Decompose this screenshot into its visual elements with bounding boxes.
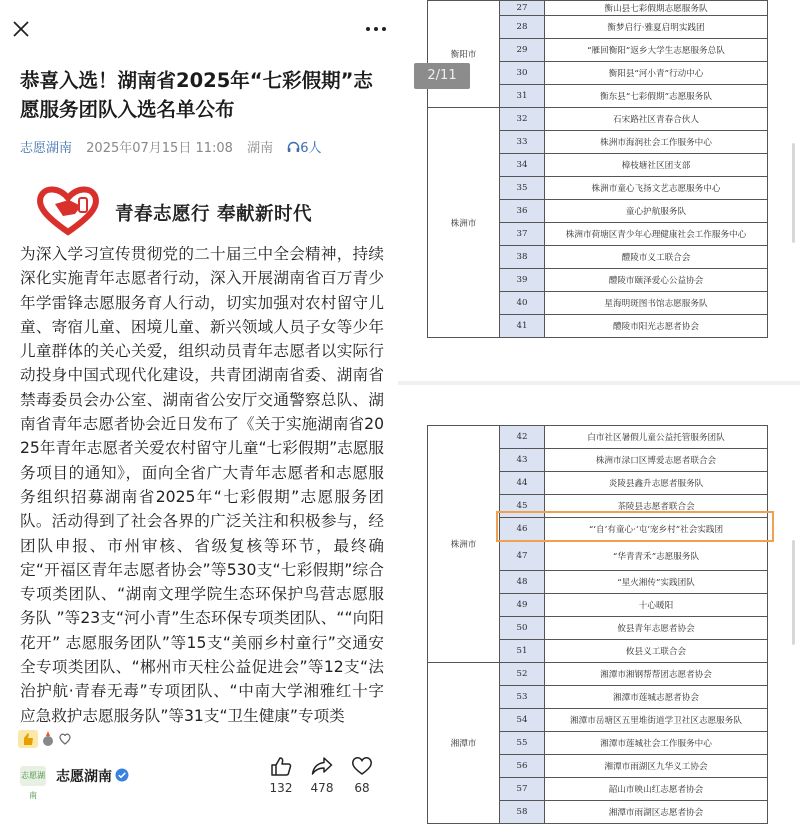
table-row (428, 108, 768, 131)
team-name-cell: 湘潭市雨湖区九华义工协会 (545, 755, 768, 778)
team-name-cell: 炎陵县鑫升志愿者服务队 (545, 472, 768, 495)
city-cell: 株洲市 (428, 108, 500, 338)
team-name-cell: 株洲市童心飞扬文艺志愿服务中心 (545, 177, 768, 200)
article-meta (20, 137, 322, 156)
article-body: 为深入学习宣传贯彻党的二十届三中全会精神，持续深化实施青年志愿者行动，深入开展湖南省百万青少年学雷锋志愿服务育人行动，切实加强对农村留守儿童、寄宿儿童、困境儿童、新兴领域人员子女等少年儿童群体的关心关爱，组织动员青年志愿者以实际行动投身中国式现代化建设，共青团湖南省委、湖南省禁毒委员会办公室、湖南省公安厅交通警察总队、湖南省青年志愿者协会近日发布了《关于实施湖南省2025年青年志愿者关爱农村留守儿童“七彩假期”志愿服务项目的通知》，面向全省广大青年志愿者和志愿服务组织招募湖南省2025年“七彩假期”志愿服务团队。活动得到了社会各界的广泛关注和积极参与，经团队申报、市州审核、省级复核等环节，最终确定“开福区青年志愿者协会”等530支“七彩假期”综合专项类团队、“湖南文理学院生态环保护鸟营志愿服务队 ”等23支“河小青”生态环保专项类团队、““向阳花开” 志愿服务团队”等15支“美丽乡村童行”交通安全专项类团队、“郴州市天柱公益促进会”等12支“法治护航·青春无毒”专项团队、“中南大学湘雅红十字应急救护志愿服务队”等31支“卫生健康”专项类 (20, 245, 384, 725)
table-row (428, 1, 768, 16)
article-banner (35, 186, 365, 238)
city-cell: 株洲市 (428, 426, 500, 663)
number-cell: 51 (500, 640, 545, 663)
team-name-cell: 茶陵县志愿者联合会 (545, 495, 768, 518)
team-name-cell: “星火湘传”实践团队 (545, 571, 768, 594)
team-name-cell: “雁回衡阳”返乡大学生志愿服务总队 (545, 39, 768, 62)
number-cell: 37 (500, 223, 545, 246)
table-row (428, 426, 768, 449)
team-name-cell: 衡东县“七彩假期”志愿服务队 (545, 85, 768, 108)
team-name-cell: 攸县青年志愿者协会 (545, 617, 768, 640)
number-cell: 42 (500, 426, 545, 449)
number-cell: 55 (500, 732, 545, 755)
number-cell: 50 (500, 617, 545, 640)
team-name-cell: 醴陵市阳光志愿者协会 (545, 315, 768, 338)
number-cell: 29 (500, 39, 545, 62)
number-cell: 35 (500, 177, 545, 200)
team-name-cell: 樟枝塘社区团支部 (545, 154, 768, 177)
team-name-cell: 星海明斑图书馆志愿服务队 (545, 292, 768, 315)
page-separator (398, 381, 800, 385)
number-cell: 30 (500, 62, 545, 85)
share-button[interactable] (302, 756, 342, 795)
team-name-cell: 白市社区暑假儿童公益托管服务团队 (545, 426, 768, 449)
favorite-count: 68 (354, 781, 370, 795)
rocket-emoji-icon (40, 730, 56, 748)
roster-table-page-2 (427, 425, 768, 824)
more-icon[interactable] (364, 20, 388, 38)
banner-slogan: 青春志愿行 奉献新时代 (115, 204, 312, 225)
roster-table-page-1 (427, 0, 768, 338)
team-name-cell: 童心护航服务队 (545, 200, 768, 223)
bottom-action-bar (0, 750, 398, 803)
number-cell: 44 (500, 472, 545, 495)
article-pane (0, 0, 398, 803)
team-name-cell: 湘潭市雨湖区志愿者协会 (545, 801, 768, 824)
number-cell: 54 (500, 709, 545, 732)
team-name-cell: 湘潭市岳塘区五里堆街道学卫社区志愿服务队 (545, 709, 768, 732)
team-name-cell: “‘自’有童心·‘屯’宠乡村”社会实践团 (545, 518, 768, 541)
number-cell: 45 (500, 495, 545, 518)
team-name-cell: 湘潭市莲城社会工作服务中心 (545, 732, 768, 755)
number-cell: 40 (500, 292, 545, 315)
account-avatar[interactable]: 志愿湖南 (20, 766, 46, 786)
number-cell: 34 (500, 154, 545, 177)
number-cell: 31 (500, 85, 545, 108)
team-name-cell: 韶山市映山红志愿者协会 (545, 778, 768, 801)
like-count: 132 (269, 781, 293, 795)
source-link[interactable]: 志愿湖南 (20, 141, 73, 156)
like-button[interactable] (261, 756, 301, 795)
number-cell: 33 (500, 131, 545, 154)
article-title: 恭喜入选！湖南省2025年“七彩假期”志愿服务团队入选名单公布 (20, 69, 373, 121)
number-cell: 46 (500, 518, 545, 541)
number-cell: 28 (500, 16, 545, 39)
team-name-cell: 湘潭市莲城志愿者协会 (545, 686, 768, 709)
number-cell: 32 (500, 108, 545, 131)
number-cell: 52 (500, 663, 545, 686)
share-count: 478 (310, 781, 334, 795)
team-name-cell: 衡阳县“河小青”行动中心 (545, 62, 768, 85)
team-name-cell: 十心暖阳 (545, 594, 768, 617)
number-cell: 56 (500, 755, 545, 778)
page-indicator: 2/11 (414, 63, 470, 89)
favorite-icon (351, 756, 373, 776)
reaction-row[interactable] (18, 729, 72, 749)
team-name-cell: 湘潭市湘钢帮帮团志愿者协会 (545, 663, 768, 686)
team-name-cell: 攸县义工联合会 (545, 640, 768, 663)
team-name-cell: 醴陵市颐泽爱心公益协会 (545, 269, 768, 292)
number-cell: 57 (500, 778, 545, 801)
team-name-cell: 醴陵市义工联合会 (545, 246, 768, 269)
like-icon (270, 756, 292, 776)
number-cell: 53 (500, 686, 545, 709)
number-cell: 38 (500, 246, 545, 269)
city-cell: 衡阳市 (428, 1, 500, 108)
number-cell: 36 (500, 200, 545, 223)
publish-datetime: 2025年07月15日 11:08 (86, 141, 233, 156)
number-cell: 27 (500, 1, 545, 16)
team-name-cell: 株洲市渌口区博爱志愿者联合会 (545, 449, 768, 472)
number-cell: 41 (500, 315, 545, 338)
account-name[interactable]: 志愿湖南 (56, 769, 112, 785)
number-cell: 47 (500, 541, 545, 571)
scrollbar-thumb-lower[interactable] (792, 540, 795, 645)
region-label: 湖南 (247, 141, 274, 156)
number-cell: 48 (500, 571, 545, 594)
team-name-cell: 石宋路社区青春合伙人 (545, 108, 768, 131)
listen-button[interactable] (287, 141, 321, 156)
team-name-cell: 株洲市荷塘区青少年心理健康社会工作服务中心 (545, 223, 768, 246)
share-icon (311, 756, 333, 776)
number-cell: 39 (500, 269, 545, 292)
team-name-cell: 衡山县七彩假期志愿服务队 (545, 1, 768, 16)
heart-hand-logo (35, 186, 101, 236)
scrollbar-thumb[interactable] (792, 143, 795, 243)
table-row (428, 663, 768, 686)
number-cell: 58 (500, 801, 545, 824)
verified-icon (115, 768, 129, 782)
number-cell: 43 (500, 449, 545, 472)
city-cell: 湘潭市 (428, 663, 500, 824)
team-name-cell: “华青青禾”志愿服务队 (545, 541, 768, 571)
thumb-emoji-icon (18, 730, 38, 748)
team-name-cell: 衡梦启行·雅夏启明实践团 (545, 16, 768, 39)
favorite-button[interactable] (342, 756, 382, 795)
headphone-icon (287, 141, 300, 153)
listener-count: 6人 (300, 141, 322, 156)
heart-emoji-icon (58, 730, 72, 748)
number-cell: 49 (500, 594, 545, 617)
team-name-cell: 株洲市海润社会工作服务中心 (545, 131, 768, 154)
close-icon[interactable] (10, 18, 32, 40)
